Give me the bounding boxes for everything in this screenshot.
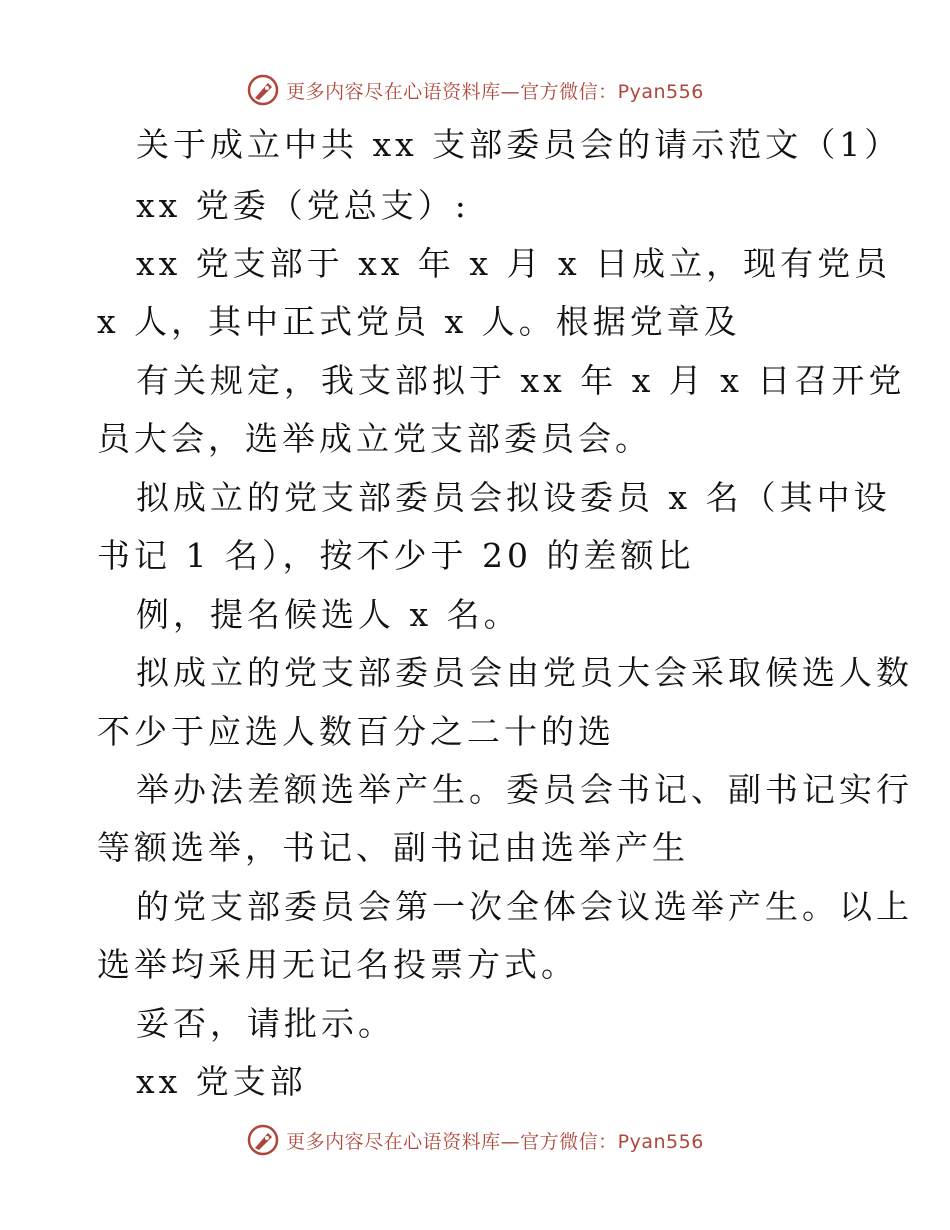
body-line: 举办法差额选举产生。委员会书记、副书记实行 bbox=[136, 770, 913, 809]
body-line: 的党支部委员会第一次全体会议选举产生。以上 bbox=[136, 887, 913, 926]
signature-line: xx 党支部 bbox=[136, 1062, 307, 1101]
footer-banner bbox=[0, 1120, 950, 1160]
body-line: 员大会，选举成立党支部委员会。 bbox=[97, 419, 652, 458]
body-line: 例，提名候选人 x 名。 bbox=[136, 595, 521, 634]
body-line: 拟成立的党支部委员会由党员大会采取候选人数 bbox=[136, 653, 913, 692]
body-line: 不少于应选人数百分之二十的选 bbox=[97, 712, 615, 751]
pen-nib-logo-icon bbox=[246, 1123, 280, 1157]
body-line: xx 党支部于 xx 年 x 月 x 日成立，现有党员 bbox=[136, 244, 892, 283]
closing-line: 妥否，请批示。 bbox=[136, 1004, 395, 1043]
body-line: 有关规定，我支部拟于 xx 年 x 月 x 日召开党 bbox=[136, 361, 906, 400]
banner-text: 更多内容尽在心语资料库—官方微信：Pyan556 bbox=[286, 1130, 704, 1153]
pen-nib-logo-icon bbox=[246, 73, 280, 107]
body-line: x 人，其中正式党员 x 人。根据党章及 bbox=[97, 302, 741, 341]
body-line: 书记 1 名），按不少于 20 的差额比 bbox=[97, 536, 695, 575]
banner-text: 更多内容尽在心语资料库—官方微信：Pyan556 bbox=[286, 80, 704, 103]
header-banner bbox=[0, 70, 950, 110]
body-line: 等额选举，书记、副书记由选举产生 bbox=[97, 828, 689, 867]
body-line: 拟成立的党支部委员会拟设委员 x 名（其中设 bbox=[136, 478, 891, 517]
body-line: 选举均采用无记名投票方式。 bbox=[97, 945, 578, 984]
document-title: 关于成立中共 xx 支部委员会的请示范文（1） bbox=[136, 125, 902, 164]
addressee-line: xx 党委（党总支）: bbox=[136, 186, 470, 225]
